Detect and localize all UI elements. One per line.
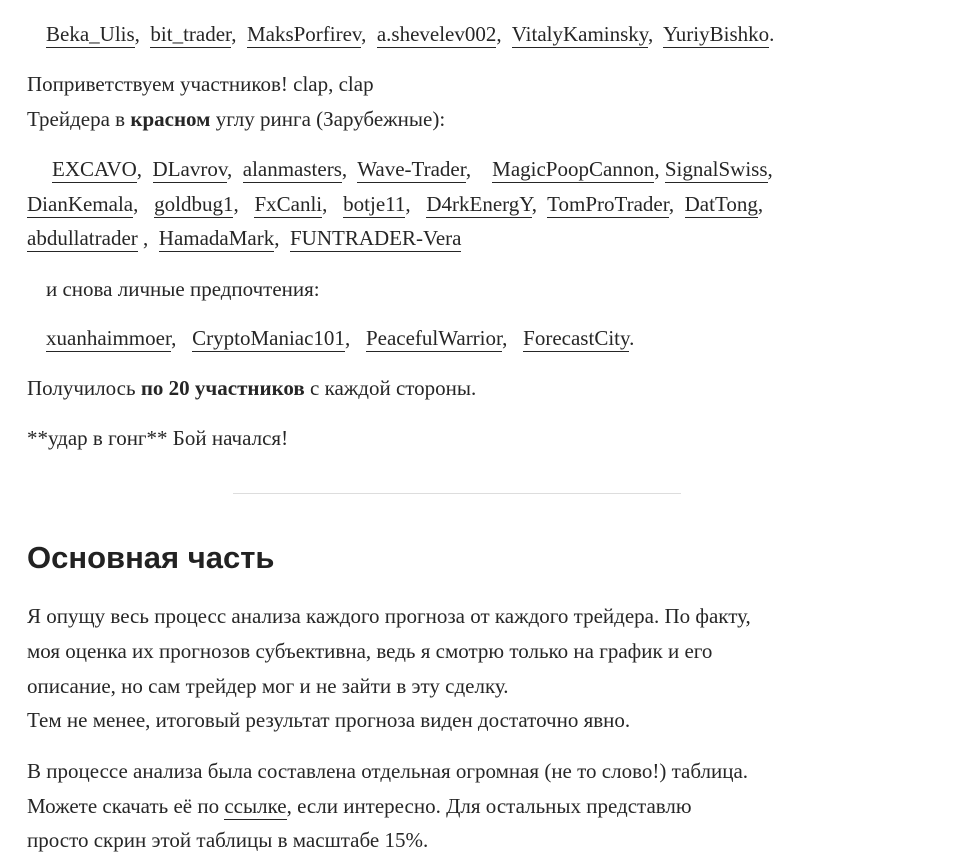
section-divider	[233, 493, 681, 494]
red-corner-heading	[27, 105, 445, 133]
trader-link[interactable]: bit_trader	[150, 22, 232, 46]
greeting-text: Поприветствуем участников! clap, clap	[27, 72, 374, 96]
trader-link[interactable]: DLavrov	[152, 157, 227, 181]
trader-link[interactable]: CryptoManiac101	[192, 326, 345, 350]
trader-link[interactable]: D4rkEnergY	[426, 192, 532, 216]
section-title: Основная часть	[27, 540, 275, 575]
trader-list-green: Beka_Ulis, bit_trader, MaksPorfirev, a.shevelev002, VitalyKaminsky, YuriyBishko.	[46, 22, 775, 46]
para2-line2-prefix: Можете скачать её по	[27, 794, 225, 818]
result-prefix: Получилось	[27, 376, 141, 400]
trader-link[interactable]: a.shevelev002	[376, 22, 497, 46]
trader-link[interactable]: alanmasters	[242, 157, 342, 181]
para1-line1: Я опущу весь процесс анализа каждого прогноза от каждого трейдера. По факту,	[27, 604, 751, 628]
trader-list-red-row1: EXCAVO, DLavrov, alanmasters, Wave-Trader, MagicPoopCannon, SignalSwiss,	[52, 157, 773, 181]
trader-list-red-row3: abdullatrader , HamadaMark, FUNTRADER-Vera	[27, 226, 462, 250]
result-bold: по 20 участников	[140, 376, 305, 400]
trader-link[interactable]: TomProTrader	[547, 192, 669, 216]
red-corner-prefix: Трейдера в	[27, 107, 131, 131]
trader-link[interactable]: goldbug1	[154, 192, 234, 216]
red-corner-suffix: углу ринга (Зарубежные):	[210, 107, 446, 131]
trader-link[interactable]: MaksPorfirev	[246, 22, 362, 46]
para1-line3: описание, но сам трейдер мог и не зайти в эту сделку.	[27, 674, 509, 698]
trader-link[interactable]: FUNTRADER-Vera	[289, 226, 462, 250]
trader-link[interactable]: botje11	[343, 192, 406, 216]
para2-line2	[27, 788, 692, 824]
trader-link[interactable]: Beka_Ulis	[46, 22, 135, 46]
trader-link[interactable]: ForecastCity	[523, 326, 630, 350]
trader-link[interactable]: YuriyBishko	[662, 22, 770, 46]
para2-line1: В процессе анализа была составлена отдельная огромная (не то слово!) таблица.	[27, 759, 749, 783]
download-table-link[interactable]: ссылке	[224, 794, 287, 818]
trader-link[interactable]: abdullatrader	[27, 226, 138, 250]
para2-line3: просто скрин этой таблицы в масштабе 15%.	[27, 828, 429, 852]
trader-link[interactable]: HamadaMark	[158, 226, 275, 250]
trader-link[interactable]: SignalSwiss	[664, 157, 768, 181]
trader-link[interactable]: EXCAVO	[52, 157, 137, 181]
para1-line2: моя оценка их прогнозов субъективна, ведь я смотрю только на график и его	[27, 639, 713, 663]
para1-line4: Тем не менее, итоговый результат прогноза виден достаточно явно.	[27, 708, 631, 732]
trader-link[interactable]: Wave-Trader	[357, 157, 466, 181]
trader-link[interactable]: xuanhaimmoer	[46, 326, 172, 350]
trader-link[interactable]: FxCanli	[254, 192, 323, 216]
trader-link[interactable]: VitalyKaminsky	[511, 22, 648, 46]
trader-link[interactable]: MagicPoopCannon	[492, 157, 655, 181]
trader-link[interactable]: PeacefulWarrior	[365, 326, 503, 350]
result-text	[27, 374, 476, 402]
trader-link[interactable]: DianKemala	[27, 192, 134, 216]
para2-line2-suffix: , если интересно. Для остальных представлю	[286, 794, 692, 818]
result-suffix: с каждой стороны.	[304, 376, 477, 400]
trader-link[interactable]: DatTong	[684, 192, 758, 216]
trader-list-personal: xuanhaimmoer, CryptoManiac101, PeacefulWarrior, ForecastCity.	[46, 326, 635, 350]
trader-list-red-row2: DianKemala, goldbug1, FxCanli, botje11, D4rkEnergY, TomProTrader, DatTong,	[27, 192, 764, 216]
gong-text: **удар в гонг** Бой начался!	[27, 426, 289, 450]
personal-prefs-text: и снова личные предпочтения:	[46, 277, 320, 301]
red-corner-bold: красном	[130, 107, 211, 131]
